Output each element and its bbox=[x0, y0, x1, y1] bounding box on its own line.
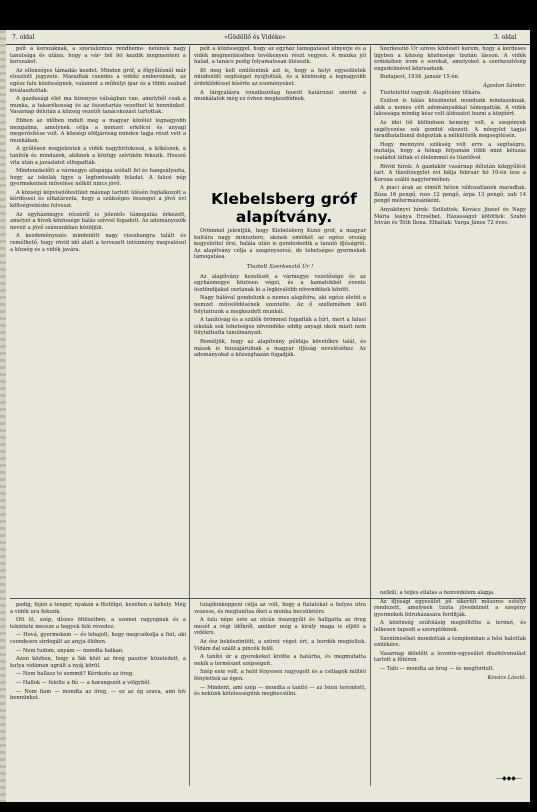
col1-paragraph: Mindenekelőtt a vármegye alispánja szólalt fel és hangsúlyozta, hogy az iskolák ügye a legfontosabb feladat. A falusi nép gyermekeinek művelése nélkül nincs jövő. bbox=[10, 168, 186, 188]
page-header bbox=[6, 30, 530, 45]
col3-paragraph: Szerkesztő Úr szíves közlését kérem, hogy a kérdéses ügyben a község közönsége tisztán lásson. A vidék érdekében írom e sorokat, amelyeket a szerkesztőség engedelmével közreadunk. bbox=[374, 46, 526, 72]
feuilleton-signature: Kovács László. bbox=[487, 674, 526, 681]
article-column-3 bbox=[374, 46, 526, 586]
col3-paragraph: Hogy mennyire szükség volt erre a segítségre, mutatja, hogy a hónap folyamán több mint kétszáz családot láttak el élelemmel és tüzelővel. bbox=[374, 141, 526, 161]
header-page-left: 7. oldal bbox=[12, 34, 35, 41]
feuilleton-paragraph: Vasárnap délelőtt a levente-egyesület díszfelvonulást tartott a főtéren. bbox=[374, 650, 526, 664]
headline: Klebelsberg gróf alapítvány. bbox=[211, 190, 357, 226]
col1-paragraph: Az ellenséges támadás kezdet. Minden gróf, a főgyűlésnél már eloszlott jegyzete. Maradtak csendes a vidéki embereknek, az egész falu közösségnek, valamint a műhelyi ipar és a többi szabad kiválasztottak. bbox=[10, 67, 186, 94]
feuilleton-paragraph: pedig, fején a tenger, nyakán a füstölgő, kezében a kehely. Még a vidék ura fekszik. bbox=[10, 602, 186, 615]
col2-paragraph: Reméljük, hogy az alapítvány példája követőkre talál, és mások is hozzájárulnak a magyar ifjúság neveléséhez. Az adományokat a községházán fogadják. bbox=[194, 338, 366, 359]
feuilleton-paragraph: Szentmiséket mondottak a templomban a hősi halottak emlékére. bbox=[374, 635, 526, 649]
col2-paragraph: Itt meg kell említenünk azt is, hogy a helyi egyesületek mindenütt segítséget nyújtottak, és a közönség a legnagyobb érdeklődéssel kísérte az eseményeket. bbox=[194, 67, 366, 87]
col1-paragraph: Ebben az időben indult meg a magyar közélet legnagyobb mozgalma, amelynek célja a nemzet erkölcsi és anyagi megerősítése volt. A községi elöljáróság minden tagja részt vett a munkában. bbox=[10, 117, 186, 144]
column-divider bbox=[370, 46, 371, 786]
col1-paragraph: A községi képviselőtestület másnap tartott ülésén foglalkozott a kérdéssel és elhatározta, hogy a szükséges összeget a jövő évi költségvetésbe felveszi. bbox=[10, 189, 186, 210]
col3-paragraph: Ezúton is hálás köszönetet mondunk mindazoknak, akik a nemes célt adományaikkal támogatták. A vidék lakossága mindig kész volt áldozatot hozni a közjóért. bbox=[374, 98, 526, 118]
col2-paragraph: pelt a közösséggel, hogy az egyház támogatását elnyerje és a vidék megmentésében tevékenyen részt vegyen. A munka jól halad, a tanács pedig folyamatosan ülésezik. bbox=[194, 46, 366, 66]
feuilleton-paragraph: Azon közben, hogy a fák közt az öreg pásztor közeledett, a kutya vidáman ugrált a nyáj körül. bbox=[10, 656, 186, 669]
feuilleton-paragraph: — Nem tudom, anyám — mondta halkan. bbox=[16, 647, 124, 654]
col3-paragraph: Tisztelettel vagyok: Alapítvány titkára. bbox=[380, 89, 482, 96]
col1-paragraph: A gyűlésen megjelentek a vidék nagybirtokosai, a lelkészek, a tanítók és mindazok, akiknek a közügy szívükön fekszik. Hosszú vita után a javaslatot elfogadták. bbox=[10, 146, 186, 166]
col1-paragraph: A gazdasági élet ma bizonyos válságban van, amelyből csak a munka, a takarékosság és az összetartás vezethet ki bennünket. Vasárnap délután a község vezetői tanácskozást tartottak. bbox=[10, 96, 186, 116]
col1-paragraph: Az egyházmegye részéről is jelentős támogatás érkezett, amelyet a hívek közössége hálás szívvel fogadott. Az adományozók neveit a jövő számunkban közöljük. bbox=[10, 211, 186, 231]
feuilleton-paragraph: — Hová, gyermekem — és lehajolt, hogy megcsókolja a fiút, aki csendesen sírdogált az anyja ölében. bbox=[10, 632, 186, 645]
column-divider bbox=[189, 46, 190, 786]
col3-paragraph: Anyakönyvi hírek: Születtek: Kovács József és Nagy Mária leánya Erzsébet. Házasságot kötöttek: Szabó István és Tóth Ilona. Elhaltak: Varga János 72 éves. bbox=[374, 207, 526, 227]
col1-paragraph: pelt a korszaknak, a szocializmus rendbeme- netének nagy tanulsága és utána, hogy a vár- ból fel kezdik megmenteni a korszakot. bbox=[10, 46, 186, 66]
feuilleton-paragraph: Az ifjúsági egyesület jól sikerült műsoros estélyt rendezett, amelynek tiszta jövedelmét a szegény gyermekek felruházására fordítják. bbox=[374, 598, 526, 618]
col3-paragraph: Budapest, 1934. január 15-én. bbox=[380, 74, 460, 81]
col2-paragraph: A tanítóság és a szülők örömmel fogadták a hírt, mert a falusi iskolák sok tehetséges növendéke eddig anyagi okok miatt nem folytathatta tanulmányait. bbox=[194, 317, 366, 337]
header-newspaper-title: »Gödöllő és Vidéke« bbox=[224, 34, 286, 41]
col1-paragraph: A kezdeményezés mindenütt nagy visszhangra talált és remélhető, hogy rövid idő alatt a tervezett intézmény megvalósul a község és a vidék javára. bbox=[10, 233, 186, 253]
feuilleton-paragraph: Az ősz beköszöntött, a szüret véget ért, a hordók megteltek. Vidám dal szállt a pincék felől. bbox=[194, 638, 366, 652]
col2-paragraph: Örömmel jelentjük, hogy Klebelsberg Kunó gróf, a magyar kultúra nagy minisztere, akinek emlékét az egész ország kegyelettel őrzi, halála után is gondoskodik a tanuló ifjúságról. Az alapítvány célja a szegénysorsú, de tehetséges gyermekek támogatása. bbox=[194, 228, 366, 261]
newspaper-page bbox=[6, 30, 530, 802]
feuilleton-column-2 bbox=[194, 602, 366, 790]
header-page-right: 3. oldal bbox=[494, 34, 517, 41]
article-column-2-top bbox=[194, 46, 366, 186]
col2-paragraph: A tárgyalásra vonatkozólag hozott határozat szerint a munkálatok még ez évben megkezdődnek. bbox=[194, 89, 366, 103]
feuilleton-paragraph: — Mindent, ami szép — mondta a tanító — az Isten teremtett, és nekünk kötelességünk megbecsülni. bbox=[194, 684, 366, 698]
feuilleton-column-3 bbox=[374, 590, 526, 770]
feuilleton-column-1 bbox=[10, 602, 186, 790]
col3-paragraph: Az idei tél különösen kemény volt, a szegények segélyezése sok gondot okozott. A nőegylet tagjai fáradhatatlanul dolgoztak a nélkülözők megsegítésén. bbox=[374, 119, 526, 140]
end-ornament: —◆◆◆— bbox=[496, 775, 522, 782]
feuilleton-paragraph: A tanító úr a gyerekeket kivitte a határba, és megmutatta nekik a természet szépségeit. bbox=[194, 654, 366, 667]
feuilleton-paragraph: — Nem fiam — mondta az öreg, — ez az ég szava, ami hív bennünket. bbox=[10, 688, 186, 702]
feuilleton-paragraph: tulajdonképpeni célja az volt, hogy a fiatalokat a helyes útra vezesse, és megtanítsa őket a munka becsületére. bbox=[194, 602, 366, 615]
feuilleton-paragraph: — Hallok — felelte a fiú — a harangszót a völgyből. bbox=[16, 679, 151, 686]
feuilleton-paragraph: — Tahi — mondta az öreg — és megfordult. bbox=[380, 665, 495, 672]
col2-paragraph: Nagy hálával gondolunk a nemes alapítóra, aki egész életét a nemzet művelődésének szentelte. Az ő szellemében kell folytatnunk a megkezdett munkát. bbox=[194, 295, 366, 315]
article-column-1 bbox=[10, 46, 186, 596]
feuilleton-paragraph: — Nem hallasz te semmit? Kérdezte az öreg. bbox=[16, 671, 134, 678]
article-column-2-body bbox=[194, 228, 366, 594]
feuilleton-paragraph: Ott ül, szép, díszes öltözetben, a szemei ragyognak és a tekintete messze a hegyek felé révedez. bbox=[10, 617, 186, 630]
feuilleton-paragraph: Szép este volt, a hold fényesen ragyogott és a csillagok milliói fénylettek az égen. bbox=[194, 669, 366, 682]
feuilleton-paragraph: A falu népe este az utcán összegyűlt és hallgatta az öreg mesét a régi időkről, amikor még a király maga is eljött a vidékre. bbox=[194, 617, 366, 637]
feuilleton-paragraph: nélkül, a teljes ellátás a honvédelem alapja. bbox=[380, 590, 495, 596]
col3-signature: Ágoston Sándor. bbox=[482, 82, 526, 89]
letter-subhead: Tisztelt Szerkesztő Úr ! bbox=[246, 263, 314, 270]
col3-paragraph: A piaci árak az elmúlt héten változatlanok maradtak. Búza 16 pengő, rozs 12 pengő, árpa 13 pengő, zab 14 pengő métermázsánként. bbox=[374, 185, 526, 205]
col3-paragraph: Rövid hírek: A gazdakör vasárnap délután közgyűlést tart. A tűzoltóegylet évi bálja február hó 10-én lesz a Korona szálló nagytermében. bbox=[374, 163, 526, 183]
col2-paragraph: Az alapítvány kezelését a vármegye vezetősége és az egyházmegye közösen végzi, és a kamatokból évente ösztöndíjakat osztanak ki a legkiválóbb növendékek között. bbox=[194, 273, 366, 293]
feuilleton-paragraph: A közönség zsúfolásig megtöltötte a termet, és lelkesen tapsolt a szereplőknek. bbox=[374, 620, 526, 633]
